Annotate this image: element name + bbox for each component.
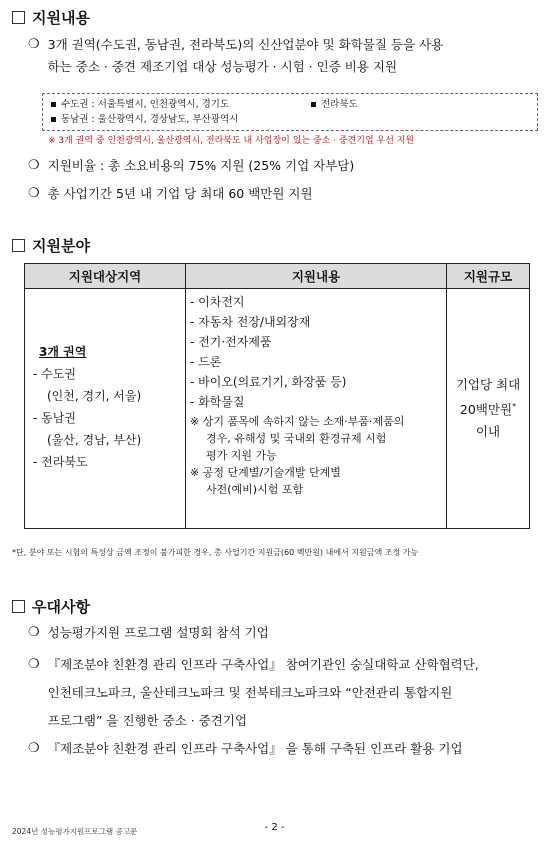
checkbox-square-icon [12,239,25,252]
page-number: - 2 - [264,822,285,833]
region-southeast-text: 동남권 : 울산광역시, 경상남도, 부산광역시 [61,114,239,125]
header-region: 지원대상지역 [25,264,186,289]
region-item: - 동남권 [33,411,76,425]
region-row [51,112,529,127]
region-item: (인천, 경기, 서울) [47,389,142,403]
scale-line: 기업당 최대 [455,376,521,392]
circle-bullet-icon: ❍ [28,186,40,201]
bullet-support-target [28,34,543,78]
section-title-support-content [12,7,90,28]
section-title-text: 지원내용 [32,9,90,27]
section-title-text: 우대사항 [32,598,90,616]
support-fields-table [24,263,530,529]
table-row [25,289,530,529]
region-row [51,97,529,112]
header-content: 지원내용 [186,264,447,289]
bullet-text-line: 『제조분야 친환경 관리 인프라 구축사업』 참여기관인 숭실대학교 산학협력단, [47,657,479,672]
region-item: (울산, 경남, 부산) [47,433,142,447]
header-scale: 지원규모 [447,264,530,289]
region-capital-text: 수도권 : 서울특별시, 인천광역시, 경기도 [61,99,230,110]
content-note-1: ※ 상기 품목에 속하지 않는 소재·부품·제품의 경우, 유해성 및 국내외 환경규제 시험 평가 지원 가능 [190,415,405,462]
section-title-preferences [12,596,90,617]
circle-bullet-icon: ❍ [28,741,40,756]
table-header-row [25,264,530,289]
region-jeonbuk-text: 전라북도 [321,99,358,110]
circle-bullet-icon: ❍ [28,657,40,672]
bullet-total-period [28,183,313,205]
square-bullet-icon [51,117,56,122]
scale-line: 20백만원* [459,401,517,418]
bullet-text: 성능평가지원 프로그램 설명회 참석 기업 [47,625,269,640]
content-note-2: ※ 공정 단계별/기술개발 단계별 사전(예비)시험 포함 [190,466,341,496]
bullet-support-ratio [28,155,354,177]
square-bullet-icon [51,102,56,107]
bullet-text-line: 하는 중소 · 중견 제조기업 대상 성능평가 · 시험 · 인증 비용 지원 [47,59,398,74]
checkbox-square-icon [12,600,25,613]
content-item: - 전기·전자제품 [190,335,272,349]
content-cell [186,289,447,529]
preference-bullet-2 [28,651,543,735]
region-definition-box [42,93,538,131]
content-item: - 드론 [190,355,222,369]
preference-bullet-3 [28,738,463,760]
bullet-text: 총 사업기간 5년 내 기업 당 최대 60 백만원 지원 [47,186,313,201]
checkbox-square-icon [12,11,25,24]
circle-bullet-icon: ❍ [28,37,40,52]
circle-bullet-icon: ❍ [28,158,40,173]
bullet-text-line: 3개 권역(수도권, 동남권, 전라북도)의 신산업분야 및 화학물질 등을 사용 [47,37,444,52]
section-title-support-fields [12,235,90,256]
circle-bullet-icon: ❍ [28,625,40,640]
region-title: 3개 권역 [39,345,87,359]
region-item: - 수도권 [33,367,76,381]
section-title-text: 지원분야 [32,237,90,255]
table-footnote: *단, 분야 또는 시험의 특성상 금액 조정이 불가피한 경우, 총 사업기간 지원금(60 백만원) 내에서 지원금액 조정 가능 [12,548,419,557]
region-cell [25,289,186,529]
priority-note: ※ 3개 권역 중 인천광역시, 울산광역시, 전라북도 내 사업장이 있는 중소 · 중견기업 우선 지원 [48,136,415,146]
preference-bullet-1 [28,622,269,644]
scale-cell [447,289,530,529]
region-item: - 전라북도 [33,455,88,469]
bullet-text-line: 프로그램” 을 진행한 중소 · 중견기업 [47,713,248,728]
bullet-text: 『제조분야 친환경 관리 인프라 구축사업』 을 통해 구축된 인프라 활용 기업 [47,741,463,756]
content-item: - 자동차 전장/내외장재 [190,315,311,329]
square-bullet-icon [311,102,316,107]
content-item: - 바이오(의료기기, 화장품 등) [190,375,347,389]
content-item: - 이차전지 [190,295,245,309]
footer-doc-title: 2024년 성능평가지원프로그램 공고문 [12,827,138,836]
scale-line: 이내 [475,424,501,440]
content-item: - 화학물질 [190,395,245,409]
bullet-text: 지원비율 : 총 소요비용의 75% 지원 (25% 기업 자부담) [47,158,355,173]
bullet-text-line: 인천테크노파크, 울산테크노파크 및 전북테크노파크와 “안전관리 통합지원 [47,685,453,700]
